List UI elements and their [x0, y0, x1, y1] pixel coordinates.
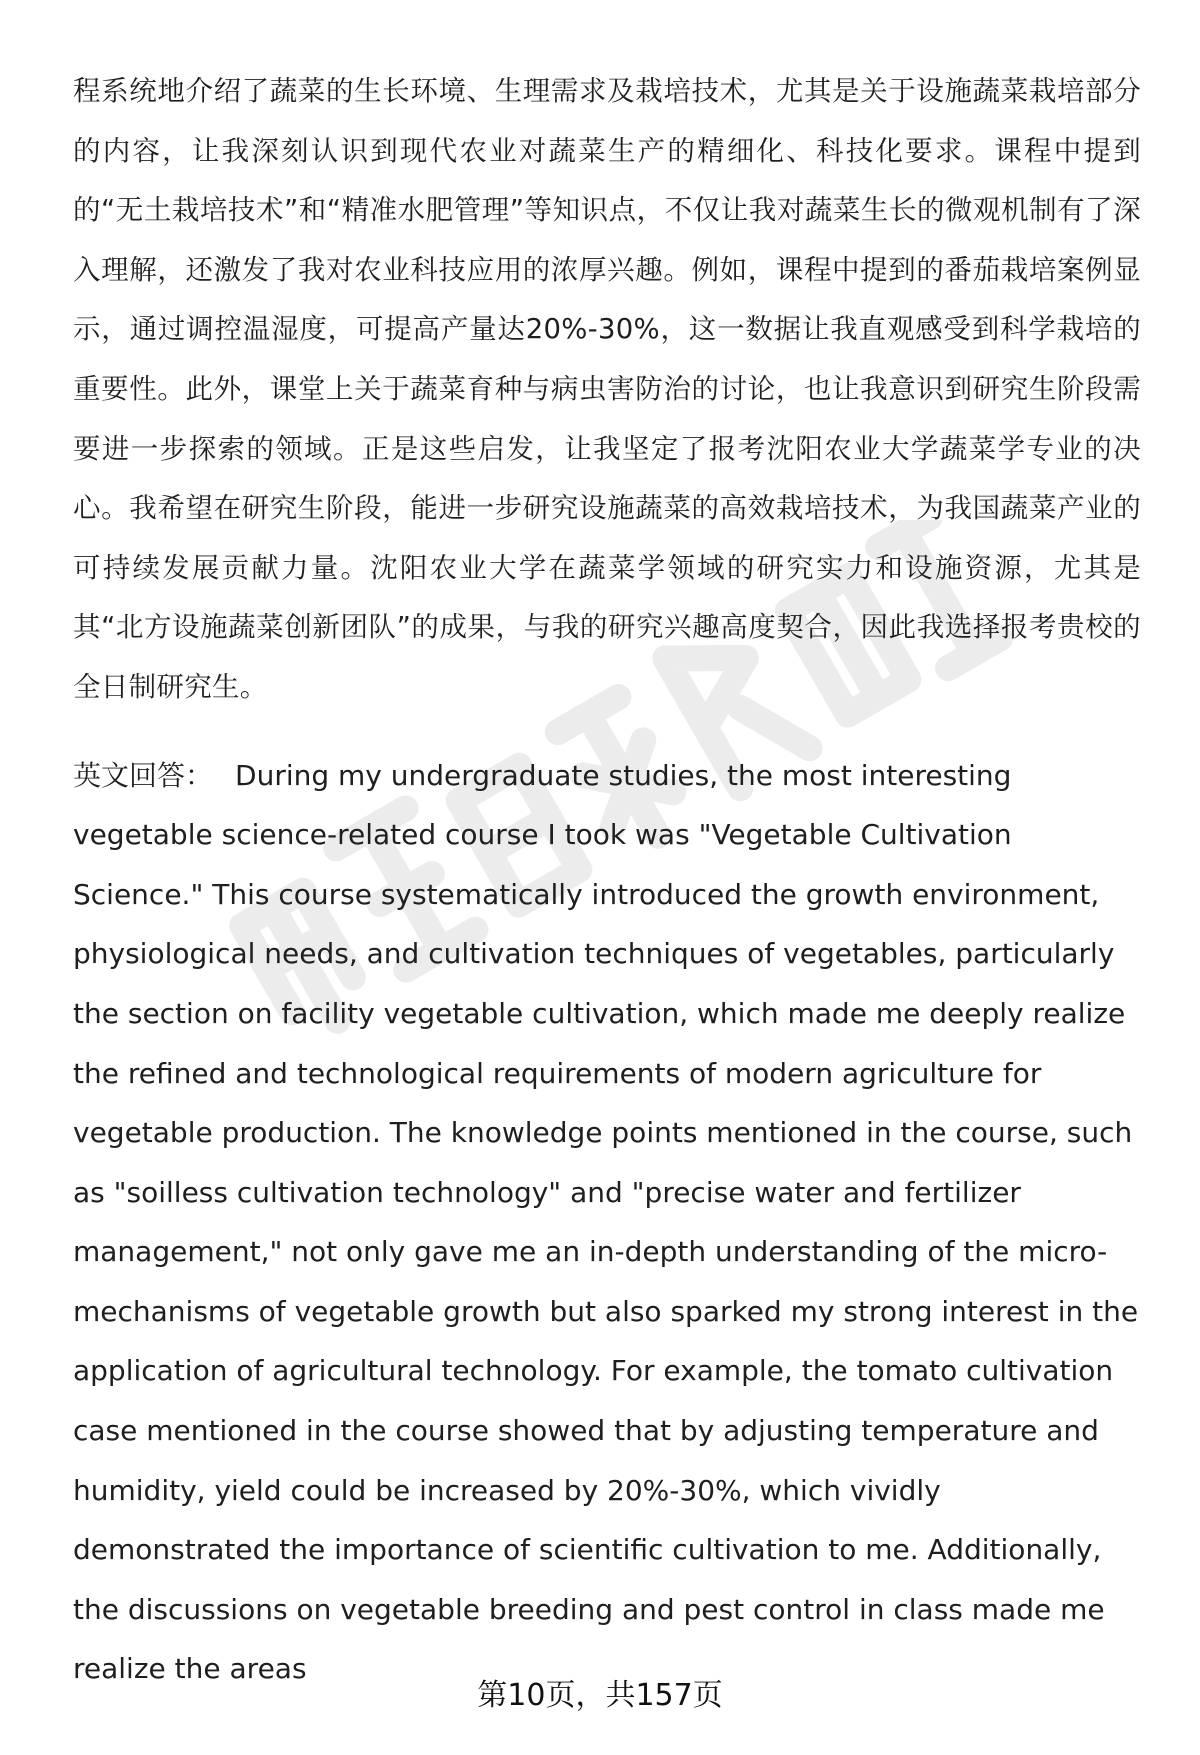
- page-number-footer: 第10页，共157页: [477, 1678, 723, 1713]
- document-body: [73, 62, 1141, 1699]
- english-answer-label: 英文回答：: [73, 758, 214, 792]
- english-answer-text: During my undergraduate studies, the most interesting vegetable science-related course I took was "Vegetable Cultivation Science." This course systematically introduced the growth environment, physiological needs, and cultivation techniques of vegetables, particularly the section on facility vegetable cultivation, which made me deeply realize the refined and technological requirements of modern agriculture for vegetable production. The knowledge points mentioned in the course, such as "soilless cultivation technology" and "precise water and fertilizer management," not only gave me an in-depth understanding of the micro-mechanisms of vegetable growth but also sparked my strong interest in the application of agricultural technology. For example, the tomato cultivation case mentioned in the course showed that by adjusting temperature and humidity, yield could be increased by 20%-30%, which vividly demonstrated the importance of scientific cultivation to me. Additionally, the discussions on vegetable breeding and pest control in class made me realize the areas: [73, 758, 1139, 1686]
- chinese-answer-paragraph: 程系统地介绍了蔬菜的生长环境、生理需求及栽培技术，尤其是关于设施蔬菜栽培部分的内容，让我深刻认识到现代农业对蔬菜生产的精细化、科技化要求。课程中提到的“无土栽培技术”和“精准水肥管理”等知识点，不仅让我对蔬菜生长的微观机制有了深入理解，还激发了我对农业科技应用的浓厚兴趣。例如，课程中提到的番茄栽培案例显示，通过调控温湿度，可提高产量达20%-30%，这一数据让我直观感受到科学栽培的重要性。此外，课堂上关于蔬菜育种与病虫害防治的讨论，也让我意识到研究生阶段需要进一步探索的领域。正是这些启发，让我坚定了报考沈阳农业大学蔬菜学专业的决心。我希望在研究生阶段，能进一步研究设施蔬菜的高效栽培技术，为我国蔬菜产业的可持续发展贡献力量。沈阳农业大学在蔬菜学领域的研究实力和设施资源，尤其是其“北方设施蔬菜创新团队”的成果，与我的研究兴趣高度契合，因此我选择报考贵校的全日制研究生。: [73, 75, 1141, 703]
- english-answer-paragraph: [73, 746, 1141, 1700]
